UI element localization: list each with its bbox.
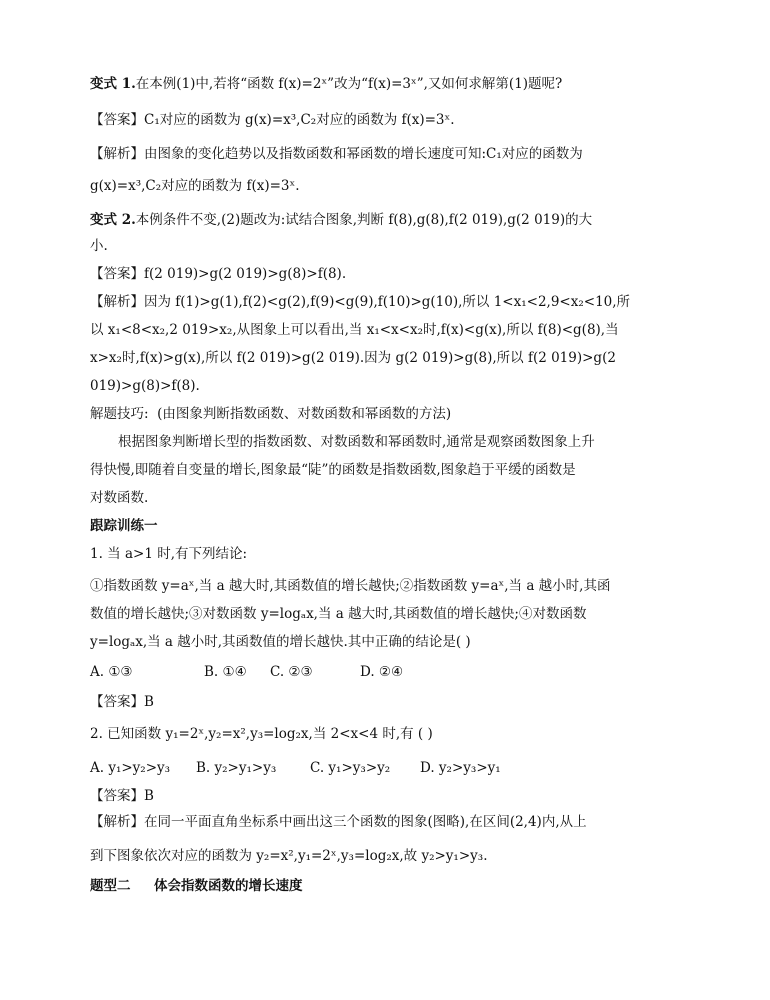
variant2-label: 变式 2.	[90, 212, 136, 228]
q1-options	[90, 662, 690, 682]
answer-tag: 【答案】	[90, 694, 144, 710]
tips-line1: 根据图象判断增长型的指数函数、对数函数和幂函数时,通常是观察函数图象上升	[118, 434, 595, 450]
q2-option-a: A. y₁>y₂>y₃	[90, 760, 171, 776]
analysis-text: 由图象的变化趋势以及指数函数和幂函数的增长速度可知:C₁对应的函数为	[144, 146, 583, 162]
variant2-analysis	[90, 292, 690, 312]
q2-analysis-line2: 到下图象依次对应的函数为 y₂=x²,y₁=2ˣ,y₃=log₂x,故 y₂>y₁>y₃.	[90, 848, 488, 864]
q1-line2: 数值的增长越快;③对数函数 y=logₐx,当 a 越大时,其函数值的增长越快;④对数函数	[90, 606, 587, 622]
q2-answer	[90, 786, 690, 806]
section-heading	[90, 876, 690, 896]
q1-line1: ①指数函数 y=aˣ,当 a 越大时,其函数值的增长越快;②指数函数 y=aˣ,当 a 越小时,其函	[90, 578, 611, 594]
q1-option-b: B. ①④	[204, 664, 247, 680]
analysis-text: 在同一平面直角坐标系中画出这三个函数的图象(图略),在区间(2,4)内,从上	[144, 814, 587, 830]
q2-stem: 2. 已知函数 y₁=2ˣ,y₂=x²,y₃=log₂x,当 2<x<4 时,有 ( )	[90, 726, 433, 742]
variant1-answer	[90, 110, 690, 130]
variant1-analysis-line2: g(x)=x³,C₂对应的函数为 f(x)=3ˣ.	[90, 178, 300, 194]
training-title: 跟踪训练一	[90, 518, 158, 534]
q2-option-b: B. y₂>y₁>y₃	[196, 760, 277, 776]
answer-text: B	[144, 788, 154, 804]
q2-option-c: C. y₁>y₃>y₂	[310, 760, 391, 776]
analysis-tag: 【解析】	[90, 146, 144, 162]
q1-option-d: D. ②④	[360, 664, 404, 680]
q1-line3: y=logₐx,当 a 越小时,其函数值的增长越快.其中正确的结论是( )	[90, 634, 471, 650]
variant1-question	[90, 74, 690, 94]
answer-text: B	[144, 694, 154, 710]
q2-analysis	[90, 812, 690, 832]
q1-option-c: C. ②③	[270, 664, 313, 680]
q1-stem: 1. 当 a>1 时,有下列结论:	[90, 546, 248, 562]
analysis-text: 因为 f(1)>g(1),f(2)<g(2),f(9)<g(9),f(10)>g(10),所以 1<x₁<2,9<x₂<10,所	[144, 294, 631, 310]
tips-heading	[90, 404, 690, 424]
variant2-analysis-line2: 以 x₁<8<x₂,2 019>x₂,从图象上可以看出,当 x₁<x<x₂时,f(x)<g(x),所以 f(8)<g(8),当	[90, 322, 619, 338]
answer-text: f(2 019)>g(2 019)>g(8)>f(8).	[144, 266, 347, 282]
answer-text: C₁对应的函数为 g(x)=x³,C₂对应的函数为 f(x)=3ˣ.	[144, 112, 455, 128]
variant2-question	[90, 210, 690, 230]
q1-answer	[90, 692, 690, 712]
q1-option-a: A. ①③	[90, 664, 133, 680]
variant1-analysis	[90, 144, 690, 164]
variant2-analysis-line3: x>x₂时,f(x)>g(x),所以 f(2 019)>g(2 019).因为 g(2 019)>g(8),所以 f(2 019)>g(2	[90, 350, 616, 366]
analysis-tag: 【解析】	[90, 294, 144, 310]
variant2-answer	[90, 264, 690, 284]
section-label: 题型二	[90, 878, 131, 894]
answer-tag: 【答案】	[90, 788, 144, 804]
q2-options	[90, 758, 690, 778]
analysis-tag: 【解析】	[90, 814, 144, 830]
answer-tag: 【答案】	[90, 112, 144, 128]
variant2-question-line2: 小.	[90, 238, 108, 254]
section-title: 体会指数函数的增长速度	[154, 878, 303, 894]
tips-line3: 对数函数.	[90, 490, 149, 506]
q2-option-d: D. y₂>y₃>y₁	[420, 760, 501, 776]
variant2-question-text: 本例条件不变,(2)题改为:试结合图象,判断 f(8),g(8),f(2 019),g(2 019)的大	[135, 212, 593, 228]
variant1-label: 变式 1.	[90, 76, 136, 92]
variant2-analysis-line4: 019)>g(8)>f(8).	[90, 378, 200, 394]
answer-tag: 【答案】	[90, 266, 144, 282]
tips-subtitle: (由图象判断指数函数、对数函数和幂函数的方法)	[157, 406, 452, 422]
tips-line2: 得快慢,即随着自变量的增长,图象最“陡”的函数是指数函数,图象趋于平缓的函数是	[90, 462, 576, 478]
tips-title: 解题技巧:	[90, 406, 149, 422]
variant1-question-text: 在本例(1)中,若将“函数 f(x)=2ˣ”改为“f(x)=3ˣ”,又如何求解第(1)题呢?	[135, 76, 563, 92]
